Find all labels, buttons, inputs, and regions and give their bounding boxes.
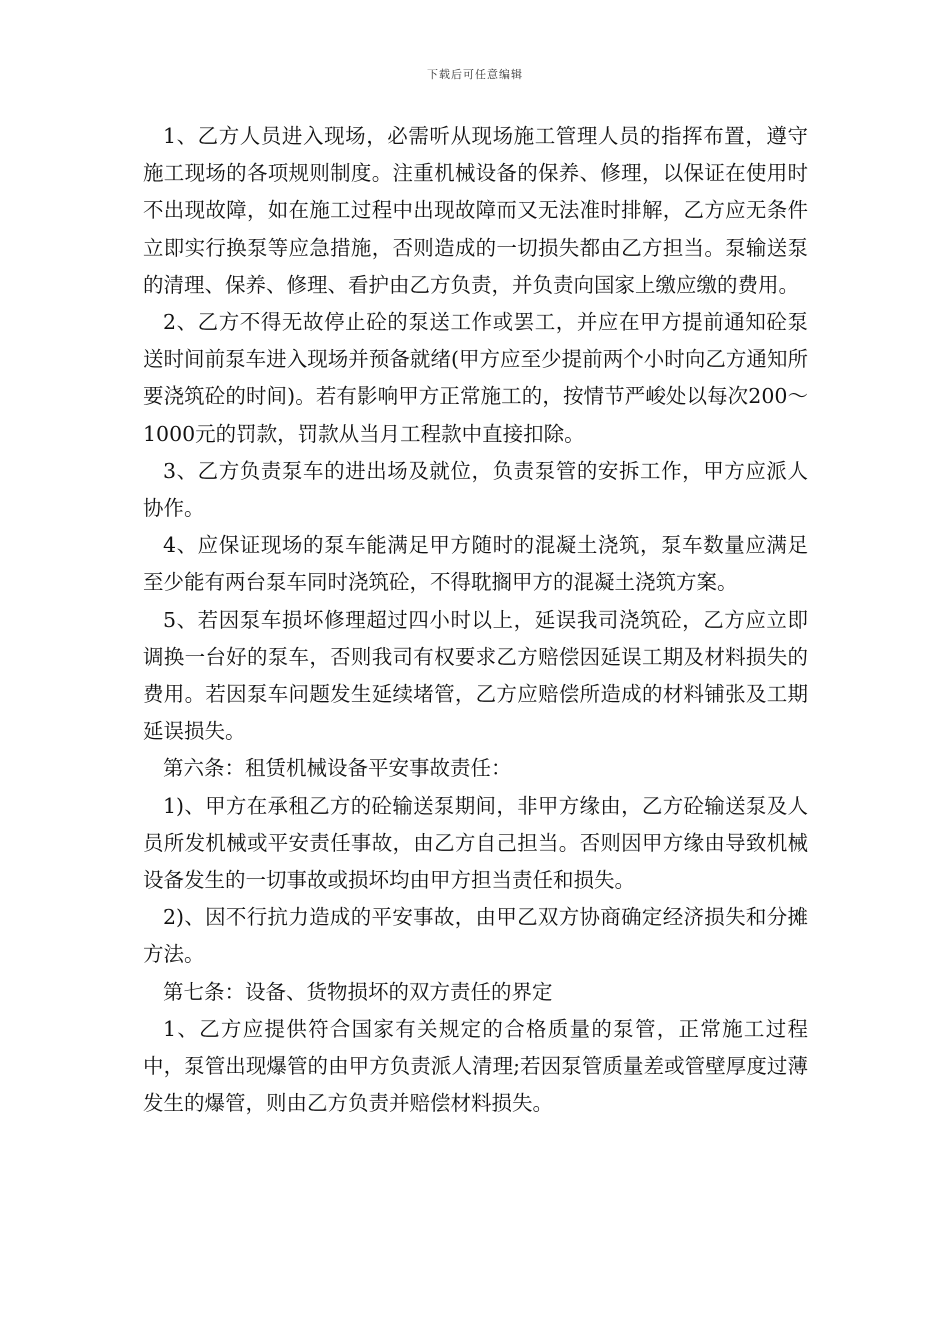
paragraph-article-6-item-1: 1)、甲方在承租乙方的砼输送泵期间，非甲方缘由，乙方砼输送泵及人员所发机械或平安责任事故，由乙方自己担当。否则因甲方缘由导致机械设备发生的一切事故或损坏均由甲方担当责任和损失。 bbox=[143, 793, 808, 893]
document-body bbox=[143, 118, 808, 1122]
paragraph-clause-3: 3、乙方负责泵车的进出场及就位，负责泵管的安拆工作，甲方应派人协作。 bbox=[143, 458, 808, 521]
section-heading-article-7: 第七条：设备、货物损坏的双方责任的界定 bbox=[163, 979, 553, 1004]
paragraph-article-7-item-1: 1、乙方应提供符合国家有关规定的合格质量的泵管，正常施工过程中，泵管出现爆管的由甲方负责派人清理;若因泵管质量差或管壁厚度过薄发生的爆管，则由乙方负责并赔偿材料损失。 bbox=[143, 1016, 808, 1116]
paragraph-clause-4: 4、应保证现场的泵车能满足甲方随时的混凝土浇筑，泵车数量应满足至少能有两台泵车同时浇筑砼，不得耽搁甲方的混凝土浇筑方案。 bbox=[143, 533, 808, 595]
page-header: 下载后可任意编辑 bbox=[427, 68, 523, 81]
paragraph-clause-2: 2、乙方不得无故停止砼的泵送工作或罢工，并应在甲方提前通知砼泵送时间前泵车进入现场并预备就绪(甲方应至少提前两个小时向乙方通知所要浇筑砼的时间)。若有影响甲方正常施工的，按情节严峻处以每次200～1000元的罚款，罚款从当月工程款中直接扣除。 bbox=[143, 310, 808, 446]
paragraph-clause-5: 5、若因泵车损坏修理超过四小时以上，延误我司浇筑砼，乙方应立即调换一台好的泵车，否则我司有权要求乙方赔偿因延误工期及材料损失的费用。若因泵车问题发生延续堵管，乙方应赔偿所造成的材料铺张及工期延误损失。 bbox=[143, 607, 808, 744]
section-heading-article-6: 第六条：租赁机械设备平安事故责任： bbox=[163, 756, 512, 781]
paragraph-article-6-item-2: 2)、因不行抗力造成的平安事故，由甲乙双方协商确定经济损失和分摊方法。 bbox=[143, 905, 808, 967]
paragraph-clause-1: 1、乙方人员进入现场，必需听从现场施工管理人员的指挥布置，遵守施工现场的各项规则制度。注重机械设备的保养、修理，以保证在使用时不出现故障，如在施工过程中出现故障而又无法准时排解，乙方应无条件立即实行换泵等应急措施，否则造成的一切损失都由乙方担当。泵输送泵的清理、保养、修理、看护由乙方负责，并负责向国家上缴应缴的费用。 bbox=[143, 124, 808, 297]
